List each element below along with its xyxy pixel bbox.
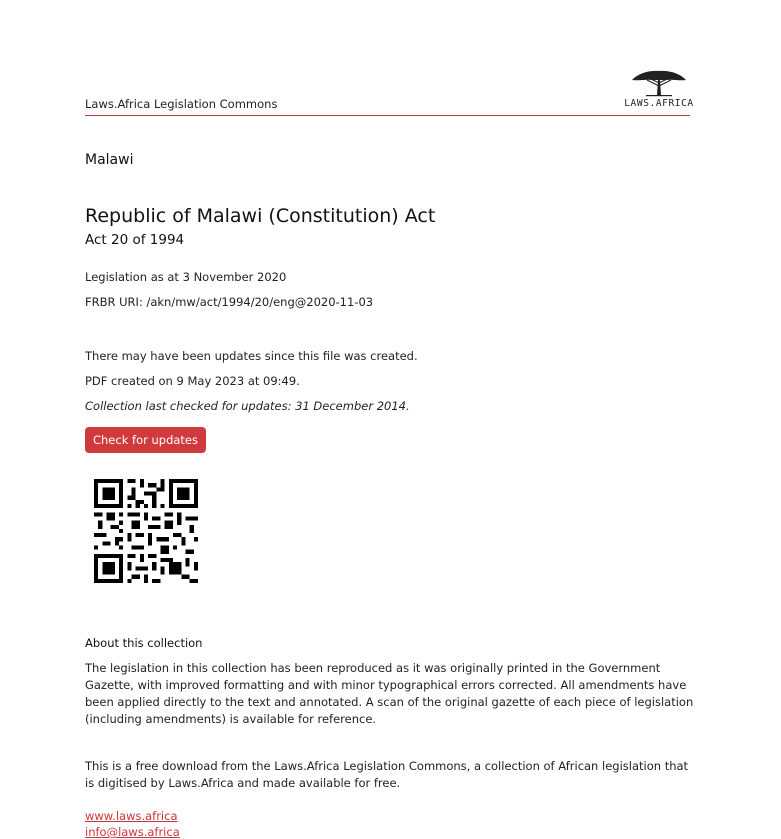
free-download-notice: This is a free download from the Laws.Africa Legislation Commons, a collection of African legislation that is digitised by Laws.Africa and made available for free. <box>85 759 689 790</box>
email-link[interactable]: info@laws.africa <box>85 825 180 839</box>
header-brand-name: Laws.Africa Legislation Commons <box>85 97 278 111</box>
header-divider <box>85 115 690 116</box>
about-paragraph: The legislation in this collection has been reproduced as it was originally printed in the Government Gazette, with improved formatting and with minor typographical errors corrected. All amendments have been applied directly to the text and annotated. A scan of the original gazette of each piece of legislation (including amendments) is available for reference. <box>85 661 694 726</box>
logo-wordmark: LAWS.AFRICA <box>624 98 694 109</box>
collection-last-checked: Collection last checked for updates: 31 December 2014. <box>85 399 410 413</box>
qr-code-icon[interactable] <box>94 479 198 583</box>
legislation-as-at: Legislation as at 3 November 2020 <box>85 270 287 284</box>
website-link[interactable]: www.laws.africa <box>85 809 178 823</box>
frbr-uri: FRBR URI: /akn/mw/act/1994/20/eng@2020-11-03 <box>85 295 374 309</box>
update-notice: There may have been updates since this file was created. <box>85 349 418 363</box>
check-for-updates-button[interactable]: Check for updates <box>85 427 206 453</box>
document-subtitle: Act 20 of 1994 <box>85 232 185 248</box>
about-heading: About this collection <box>85 636 203 650</box>
document-title: Republic of Malawi (Constitution) Act <box>85 205 436 227</box>
acacia-tree-icon <box>624 68 694 98</box>
jurisdiction: Malawi <box>85 152 134 168</box>
pdf-created-date: PDF created on 9 May 2023 at 09:49. <box>85 374 300 388</box>
laws-africa-logo <box>624 68 694 112</box>
